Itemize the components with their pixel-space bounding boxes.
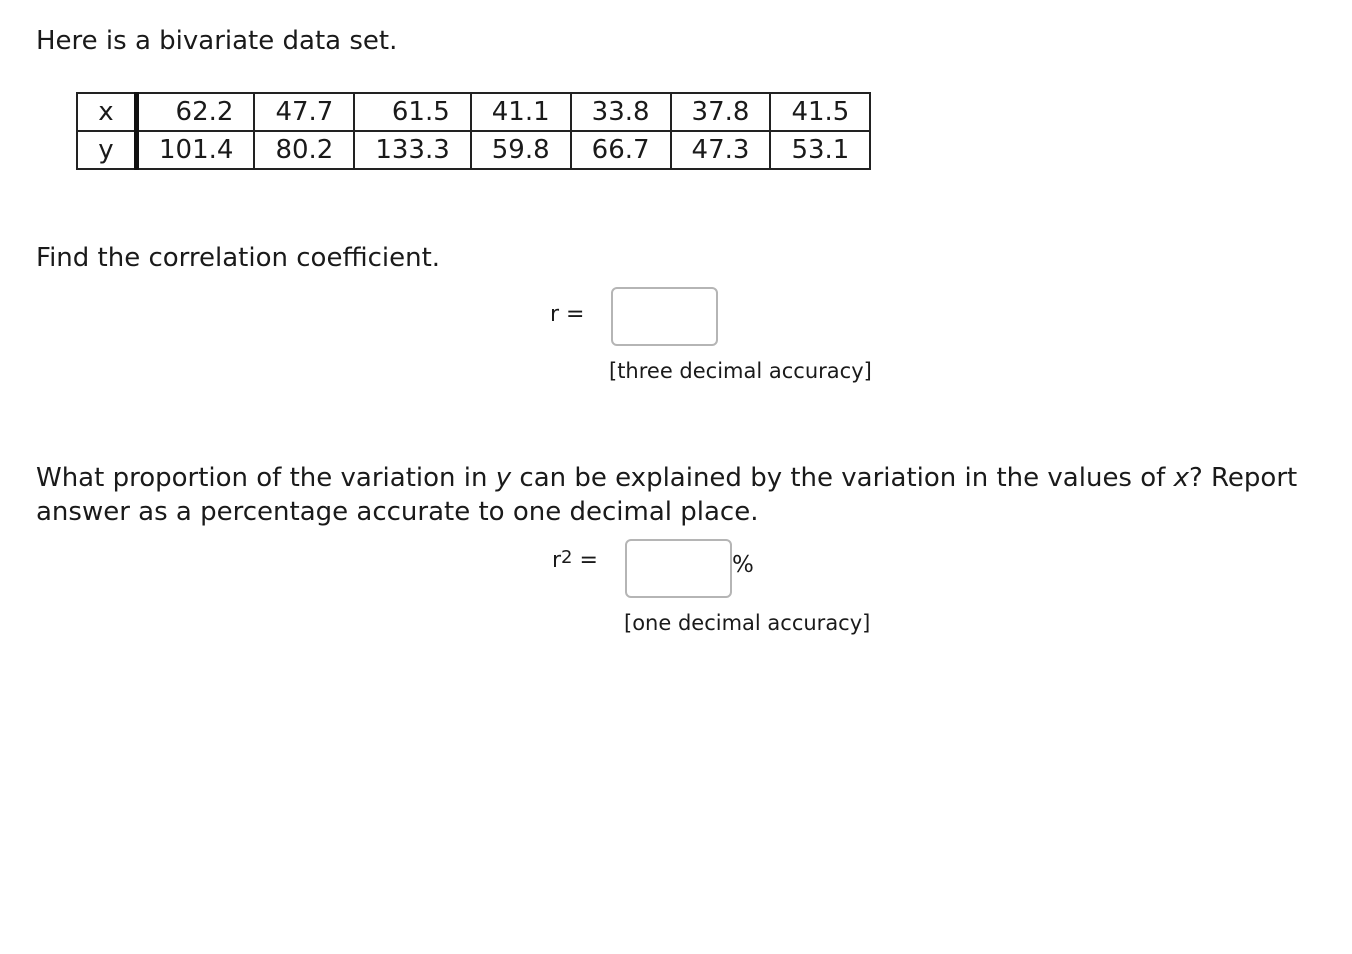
variable-y: y (495, 463, 512, 493)
r-squared-accuracy-hint: [one decimal accuracy] (624, 611, 871, 635)
prompt-part-2: can be explained by the variation in the values of (511, 463, 1174, 493)
x-cell: 37.8 (671, 93, 771, 131)
question-correlation-prompt: Find the correlation coefficient. (36, 243, 441, 273)
x-cell: 62.2 (137, 93, 255, 131)
table-row-y (77, 131, 870, 169)
y-cell: 133.3 (354, 131, 470, 169)
question-proportion-prompt (36, 461, 1326, 529)
y-cell: 101.4 (137, 131, 255, 169)
y-cell: 80.2 (254, 131, 354, 169)
y-row-label: y (77, 131, 137, 169)
percent-unit: % (732, 552, 754, 578)
prompt-part-1: What proportion of the variation in (36, 463, 496, 493)
x-row-label: x (77, 93, 137, 131)
r-squared-exponent: 2 (561, 547, 573, 568)
r-accuracy-hint: [three decimal accuracy] (609, 359, 872, 383)
x-cell: 41.1 (471, 93, 571, 131)
x-cell: 41.5 (770, 93, 870, 131)
y-cell: 66.7 (571, 131, 671, 169)
r-answer-input[interactable] (611, 287, 718, 346)
bivariate-data-table (76, 92, 871, 170)
table-row-x (77, 93, 870, 131)
prompt-part-3: ? Report answer as a percentage accurate to one decimal place. (36, 463, 1298, 527)
x-cell: 61.5 (354, 93, 470, 131)
y-cell: 59.8 (471, 131, 571, 169)
x-cell: 47.7 (254, 93, 354, 131)
y-cell: 47.3 (671, 131, 771, 169)
y-cell: 53.1 (770, 131, 870, 169)
intro-text: Here is a bivariate data set. (36, 26, 398, 56)
r-squared-base: r (552, 548, 562, 573)
r-squared-equals: = (572, 548, 598, 573)
variable-x: x (1173, 463, 1189, 493)
r-squared-label (552, 548, 598, 573)
x-cell: 33.8 (571, 93, 671, 131)
r-label: r = (550, 302, 585, 327)
r-squared-answer-input[interactable] (625, 539, 732, 598)
